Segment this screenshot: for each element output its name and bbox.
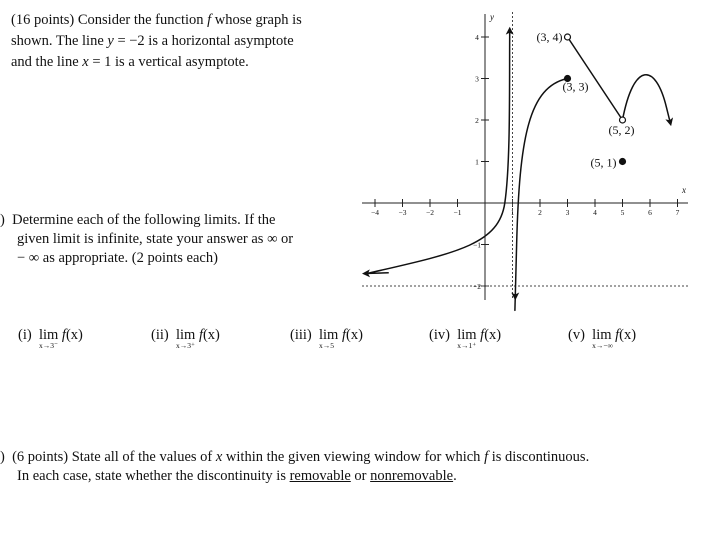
- point-label: (3, 4): [536, 30, 563, 44]
- closed-point: [620, 159, 626, 165]
- curve-left-arrow: [364, 273, 389, 274]
- curve-right-hump: [623, 75, 671, 124]
- x-tick-label: −2: [426, 208, 434, 217]
- limit-item-5: (v) lim x→−∞ f(x): [568, 327, 637, 350]
- x-tick-label: 4: [593, 208, 597, 217]
- point-label: (5, 1): [590, 155, 617, 170]
- point-label: (3, 3): [562, 79, 589, 94]
- y-tick-label: −1: [473, 240, 481, 250]
- limit-item-4: (iv) lim x→1⁺ f(x): [429, 327, 502, 350]
- limit-item-1: (i) lim x→3⁻ f(x): [18, 327, 83, 350]
- open-point: [565, 34, 571, 40]
- part-a-line-2: given limit is infinite, state your answer as ∞ or: [17, 231, 294, 247]
- part-b-line-2: In each case, state whether the discontinuity is removable or nonremovable.: [17, 468, 457, 484]
- y-tick-label: 3: [475, 74, 479, 84]
- y-tick-label: 2: [475, 116, 479, 125]
- x-tick-label: 6: [648, 208, 652, 217]
- curve-segment: [568, 37, 623, 120]
- x-axis-label: x: [682, 185, 686, 195]
- problem-intro-line-2: shown. The line y = −2 is a horizontal asymptote: [11, 33, 294, 49]
- point-label: (5, 2): [608, 123, 635, 137]
- problem-intro-line-1: (16 points) Consider the function f whose graph is: [11, 12, 302, 28]
- x-tick-label: 5: [620, 208, 625, 217]
- x-tick-label: −4: [371, 208, 379, 217]
- y-axis-label: y: [490, 12, 494, 22]
- limit-item-2: (ii) lim x→3⁺ f(x): [151, 327, 220, 350]
- curve-middle-branch: [515, 79, 568, 311]
- x-tick-label: 3: [565, 208, 570, 217]
- y-tick-label: 4: [475, 33, 479, 42]
- x-tick-label: −3: [398, 208, 407, 217]
- x-tick-label: −1: [453, 208, 462, 217]
- part-a-line-3: − ∞ as appropriate. (2 points each): [17, 250, 218, 266]
- x-tick-label: 2: [538, 208, 542, 217]
- x-tick-label: 1: [510, 208, 515, 217]
- problem-intro-line-3: and the line x = 1 is a vertical asymptote.: [11, 54, 249, 70]
- y-tick-label: 1: [475, 157, 479, 167]
- curve-left-branch: [367, 29, 510, 274]
- limit-item-3: (iii) lim x→5 f(x): [290, 327, 363, 350]
- x-tick-label: 7: [675, 208, 680, 217]
- part-a-line-1: ) Determine each of the following limits. If the: [0, 212, 276, 228]
- y-tick-label: −2: [473, 282, 481, 291]
- part-b-line-1: ) (6 points) State all of the values of x within the given viewing window for which f is discontinuous.: [0, 449, 590, 465]
